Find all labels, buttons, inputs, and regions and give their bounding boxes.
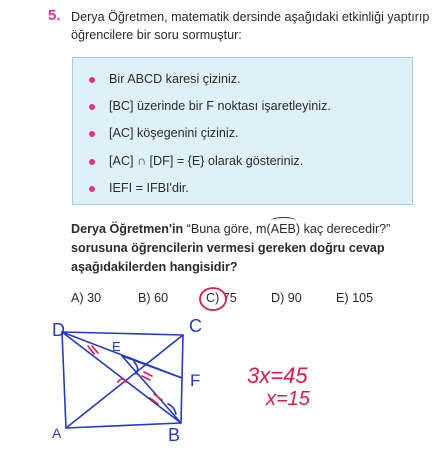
vertex-label-b: B — [168, 425, 181, 445]
choice-a[interactable]: A) 30 — [71, 291, 102, 305]
prompt-name: Derya Öğretmen'in — [71, 222, 184, 236]
choice-b[interactable]: B) 60 — [138, 291, 169, 305]
choice-d[interactable]: D) 90 — [271, 291, 302, 305]
step-text: [BC] üzerinde bir F noktası işaretleyiniz. — [109, 99, 331, 114]
step-text: Bir ABCD karesi çiziniz. — [109, 72, 241, 86]
vertex-label-e: E — [112, 339, 121, 354]
angle-name: AEB — [271, 220, 296, 239]
choice-e[interactable]: E) 105 — [336, 291, 374, 305]
vertex-label-c: C — [189, 316, 202, 336]
step-text: IEFI = IFBI'dir. — [109, 180, 189, 195]
step-text: [AC] köşegenini çiziniz. — [109, 126, 239, 141]
question-number: 5. — [48, 7, 61, 24]
diagonal-db — [62, 332, 181, 423]
prompt-quote-before: “Buna göre, m( — [183, 222, 271, 236]
working-equation-1: 3x=45 — [247, 363, 308, 388]
angle-mark-4 — [118, 379, 126, 382]
working-equation-2: x=15 — [266, 388, 310, 410]
question-intro: Derya Öğretmen, matematik dersinde aşağıdaki etkinliği yaptırıp öğrencilere bir soru sormuştur: — [71, 10, 430, 42]
prompt-quote-after: ) kaç derecedir?” — [295, 222, 391, 236]
angle-mark-3 — [150, 394, 162, 404]
step-text: [AC] ∩ [DF] = {E} olarak gösteriniz. — [109, 153, 304, 168]
vertex-label-a: A — [52, 425, 62, 441]
prompt-bold-tail: sorusuna öğrencilerin vermesi gereken doğru cevap aşağıdakilerden hangisidir? — [71, 241, 385, 274]
angle-mark-2 — [142, 372, 152, 380]
answer-circle-mark — [200, 288, 226, 310]
choice-c[interactable]: C) 75 — [206, 291, 237, 305]
vertex-label-f: F — [190, 371, 201, 390]
vertex-label-d: D — [52, 320, 65, 340]
